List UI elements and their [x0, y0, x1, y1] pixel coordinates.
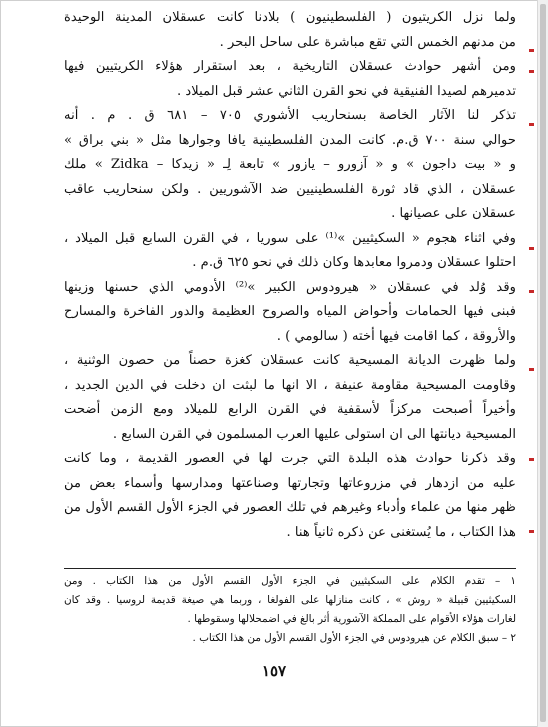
scrollbar-thumb[interactable]: [540, 4, 546, 722]
body-line: وقد ذكرنا حوادث هذه البلدة التي جرت لها في العصور القديمة ، وما كانت: [64, 451, 516, 466]
body-line: وقاومت المسيحية مقاومة عنيفة ، الا انها ما لبثت ان دخلت في الدين الجديد ،: [64, 377, 516, 393]
footnote-line: ٢ – سبق الكلام عن هيرودوس في الجزء الأول القسم الأول من هذا الكتاب .: [192, 632, 516, 644]
margin-marker: [529, 290, 534, 293]
page-number: ١٥٧: [261, 662, 287, 680]
body-line: ولما نزل الكريتيون ( الفلسطينيون ) بلادنا كانت عسقلان المدينة الوحيدة: [64, 10, 516, 25]
body-line: تذكر لنا الآثار الخاصة بسنحاريب الأشوري ٧٠٥ – ٦٨١ ق . م . أنه: [64, 108, 516, 123]
margin-marker: [529, 458, 534, 461]
footnote-divider: [64, 568, 516, 569]
margin-marker: [529, 530, 534, 533]
margin-marker: [529, 368, 534, 371]
body-line: فبنى فيها الحمامات وأحواض المياه والصروح العظيمة والدور الفاخرة والمسارح: [64, 304, 516, 319]
margin-marker: [529, 123, 534, 126]
body-line: من مدنهم الخمس التي تقع مباشرة على ساحل البحر .: [219, 34, 516, 50]
body-line: و « بيت داجون » و « آزورو – يازور » تابعة لِـ « زيدكا – Zidka » ملك: [64, 157, 516, 172]
body-line: وأخيراً أصبحت مركزاً لأسقفية في القرن الرابع للميلاد ومع الزمن أضحت: [64, 402, 516, 417]
body-line: وفي اثناء هجوم « السكيثيين »⁽¹⁾ على سوريا ، في القرن السابع قبل الميلاد ،: [64, 230, 516, 246]
body-line: عسقلان على عصيانها .: [391, 206, 516, 221]
margin-marker: [529, 247, 534, 250]
footnotes: [64, 572, 516, 648]
body-line: حوالي سنة ٧٠٠ ق.م. كانت المدن الفلسطينية يافا وجوارها مثل « بني براق »: [64, 132, 516, 148]
body-line: هذا الكتاب ، ما يُستغنى عن ذكره ثانياً هنا .: [286, 524, 516, 540]
footnote-line: السكيثيين قبيلة « روش » ، كانت منازلها على الفولغا ، وربما هي صيغة قديمة لروسيا . وقد كان: [64, 594, 516, 606]
body-line: ظهر منها من علماء وأدباء وغيرهم في تلك العصور في الجزء الأول القسم الأول من: [64, 500, 516, 515]
footnote-line: لغارات هؤلاء الأقوام على المملكة الآشورية أثر بالغ في اضمحلالها وسقوطها .: [187, 613, 516, 625]
margin-marker: [529, 70, 534, 73]
body-line: المسيحية ديانتها الى ان استولى عليها العرب المسلمون في القرن السابع .: [112, 426, 516, 442]
body-line: احتلوا عسقلان ودمروا معابدها وكان ذلك في نحو ٦٢٥ ق.م .: [192, 255, 516, 270]
margin-marker: [529, 49, 534, 52]
vertical-scrollbar[interactable]: [537, 0, 548, 727]
body-line: ومن أشهر حوادث عسقلان التاريخية ، بعد استقرار هؤلاء الكريتيين فيها: [64, 59, 516, 74]
body-line: وقد وُلد في عسقلان « هيرودوس الكبير »⁽²⁾ الأدومي الذي حسنها وزينها: [64, 279, 516, 295]
body-line: ولما ظهرت الديانة المسيحية كانت عسقلان كغزة حصناً من حصون الوثنية ،: [64, 353, 516, 368]
footnote-line: ١ – تقدم الكلام على السكيثيين في الجزء الأول القسم الأول من هذا الكتاب . ومن: [64, 575, 516, 587]
body-line: تدميرهم لصيدا الفنيقية في نحو القرن الثاني عشر قبل الميلاد .: [177, 83, 516, 99]
body-line: عسقلان ، الذي قاد ثورة الفلسطينيين ضد الآشوريين . ولكن سنحاريب عاقب: [64, 181, 516, 197]
body-line: والأروقة ، كما اقامت فيها أخته ( سالومي ) .: [276, 328, 516, 344]
main-text: [64, 6, 516, 545]
body-line: عليه من ازدهار في مزروعاتها وتجارتها وصناعتها ومدارسها وأسماء بعض من: [64, 475, 516, 491]
